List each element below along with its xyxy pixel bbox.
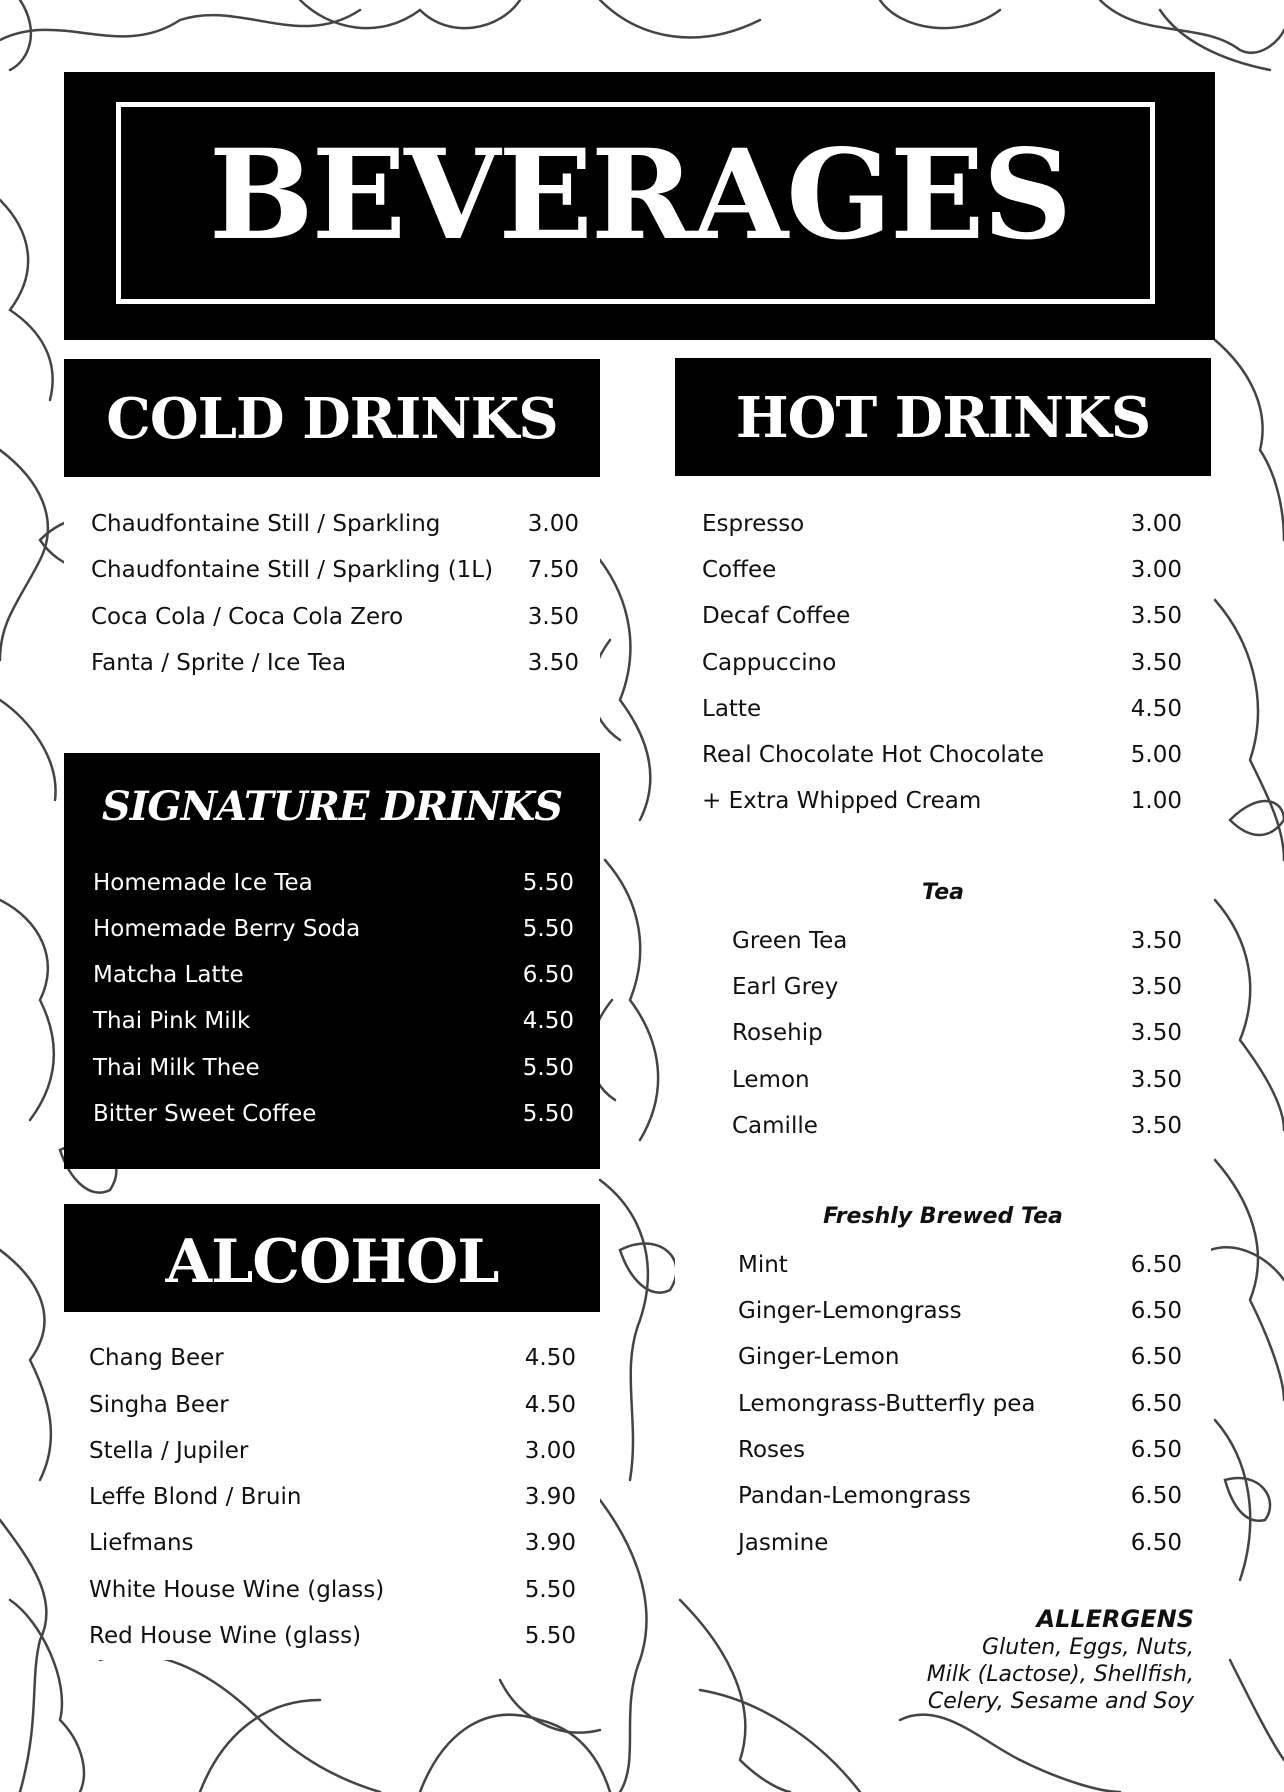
item-price: 3.90 xyxy=(524,1484,576,1510)
item-name: Chaudfontaine Still / Sparkling (1L) xyxy=(91,557,494,583)
item-name: Red House Wine (glass) xyxy=(89,1623,362,1649)
item-name: Roses xyxy=(738,1437,806,1463)
menu-item xyxy=(702,601,1182,631)
alcohol-title: ALCOHOL xyxy=(165,1227,499,1297)
menu-item xyxy=(91,648,579,678)
item-price: 7.50 xyxy=(527,557,579,583)
item-name: Ginger-Lemongrass xyxy=(738,1298,962,1324)
item-price: 3.50 xyxy=(1130,650,1182,676)
item-price: 4.50 xyxy=(524,1392,576,1418)
item-price: 3.00 xyxy=(527,511,579,537)
item-price: 5.50 xyxy=(522,1101,574,1127)
item-name: Coffee xyxy=(702,557,777,583)
item-price: 3.50 xyxy=(1130,928,1182,954)
item-name: Leffe Blond / Bruin xyxy=(89,1484,302,1510)
item-price: 3.00 xyxy=(1130,557,1182,583)
brewed-tea-subheading: Freshly Brewed Tea xyxy=(823,1204,1063,1229)
menu-item xyxy=(89,1436,576,1466)
item-price: 3.50 xyxy=(1130,1067,1182,1093)
item-price: 5.00 xyxy=(1130,742,1182,768)
item-price: 6.50 xyxy=(1130,1437,1182,1463)
menu-item xyxy=(93,1099,574,1129)
item-name: Jasmine xyxy=(738,1530,829,1556)
item-price: 6.50 xyxy=(1130,1530,1182,1556)
menu-item xyxy=(702,740,1182,770)
item-name: Rosehip xyxy=(732,1020,823,1046)
item-name: Latte xyxy=(702,696,762,722)
item-price: 6.50 xyxy=(1130,1483,1182,1509)
item-name: Pandan-Lemongrass xyxy=(738,1483,971,1509)
menu-item xyxy=(91,509,579,539)
title-banner xyxy=(64,72,1215,340)
menu-item xyxy=(89,1528,576,1558)
item-name: Decaf Coffee xyxy=(702,603,851,629)
item-name: Espresso xyxy=(702,511,805,537)
cold-drinks-title: COLD DRINKS xyxy=(106,386,558,452)
item-price: 5.50 xyxy=(522,916,574,942)
menu-item xyxy=(91,602,579,632)
menu-item xyxy=(738,1296,1182,1326)
item-name: Singha Beer xyxy=(89,1392,229,1418)
menu-item xyxy=(738,1435,1182,1465)
item-price: 6.50 xyxy=(522,962,574,988)
allergens-line: Milk (Lactose), Shellfish, xyxy=(926,1662,1194,1687)
menu-item xyxy=(738,1389,1182,1419)
item-price: 6.50 xyxy=(1130,1252,1182,1278)
menu-item xyxy=(738,1342,1182,1372)
cold-drinks-header xyxy=(64,359,600,477)
item-name: Lemon xyxy=(732,1067,810,1093)
item-name: Chang Beer xyxy=(89,1345,224,1371)
item-name: White House Wine (glass) xyxy=(89,1577,385,1603)
item-price: 5.50 xyxy=(524,1623,576,1649)
item-price: 3.50 xyxy=(1130,1020,1182,1046)
item-price: 3.90 xyxy=(524,1530,576,1556)
item-name: Mint xyxy=(738,1252,788,1278)
item-name: Green Tea xyxy=(732,928,848,954)
item-price: 4.50 xyxy=(522,1008,574,1034)
item-price: 3.00 xyxy=(1130,511,1182,537)
menu-item xyxy=(738,1250,1182,1280)
menu-item xyxy=(702,509,1182,539)
item-name: Bitter Sweet Coffee xyxy=(93,1101,317,1127)
item-name: Camille xyxy=(732,1113,818,1139)
item-name: Earl Grey xyxy=(732,974,839,1000)
menu-item xyxy=(702,648,1182,678)
item-name: + Extra Whipped Cream xyxy=(702,788,982,814)
item-price: 1.00 xyxy=(1130,788,1182,814)
allergens-note xyxy=(880,1604,1194,1715)
menu-item xyxy=(89,1482,576,1512)
menu-item xyxy=(702,694,1182,724)
item-price: 3.00 xyxy=(524,1438,576,1464)
menu-item xyxy=(732,1065,1182,1095)
item-name: Homemade Ice Tea xyxy=(93,870,313,896)
allergens-line: Gluten, Eggs, Nuts, xyxy=(982,1635,1194,1660)
menu-item xyxy=(738,1481,1182,1511)
item-price: 6.50 xyxy=(1130,1298,1182,1324)
item-price: 3.50 xyxy=(1130,1113,1182,1139)
alcohol-header xyxy=(64,1204,600,1312)
item-price: 3.50 xyxy=(1130,603,1182,629)
item-name: Cappuccino xyxy=(702,650,837,676)
item-price: 4.50 xyxy=(524,1345,576,1371)
signature-drinks-title: SIGNATURE DRINKS xyxy=(101,783,563,830)
item-price: 6.50 xyxy=(1130,1344,1182,1370)
item-name: Lemongrass-Butterfly pea xyxy=(738,1391,1036,1417)
menu-item xyxy=(93,1053,574,1083)
item-price: 5.50 xyxy=(524,1577,576,1603)
menu-item xyxy=(91,555,579,585)
item-name: Stella / Jupiler xyxy=(89,1438,249,1464)
menu-item xyxy=(702,555,1182,585)
menu-item xyxy=(89,1390,576,1420)
menu-item xyxy=(732,1111,1182,1141)
menu-item xyxy=(93,960,574,990)
item-price: 5.50 xyxy=(522,870,574,896)
page-title: BEVERAGES xyxy=(208,123,1071,268)
menu-item xyxy=(93,868,574,898)
menu-item xyxy=(89,1343,576,1373)
menu-item xyxy=(702,786,1182,816)
menu-item xyxy=(738,1528,1182,1558)
menu-item xyxy=(89,1621,576,1651)
item-name: Coca Cola / Coca Cola Zero xyxy=(91,604,404,630)
menu-item xyxy=(89,1575,576,1605)
item-name: Thai Pink Milk xyxy=(93,1008,251,1034)
menu-item xyxy=(93,1006,574,1036)
item-price: 3.50 xyxy=(527,650,579,676)
item-name: Homemade Berry Soda xyxy=(93,916,361,942)
item-price: 3.50 xyxy=(1130,974,1182,1000)
menu-item xyxy=(732,1018,1182,1048)
tea-subheading: Tea xyxy=(922,880,964,905)
item-name: Fanta / Sprite / Ice Tea xyxy=(91,650,347,676)
hot-drinks-title: HOT DRINKS xyxy=(735,385,1151,451)
item-price: 5.50 xyxy=(522,1055,574,1081)
allergens-line: Celery, Sesame and Soy xyxy=(927,1689,1194,1714)
item-name: Ginger-Lemon xyxy=(738,1344,900,1370)
item-name: Real Chocolate Hot Chocolate xyxy=(702,742,1045,768)
menu-item xyxy=(732,926,1182,956)
item-price: 4.50 xyxy=(1130,696,1182,722)
item-name: Liefmans xyxy=(89,1530,194,1556)
item-name: Matcha Latte xyxy=(93,962,244,988)
item-price: 6.50 xyxy=(1130,1391,1182,1417)
item-name: Thai Milk Thee xyxy=(93,1055,260,1081)
allergens-title: ALLERGENS xyxy=(1036,1605,1194,1633)
menu-item xyxy=(732,972,1182,1002)
item-name: Chaudfontaine Still / Sparkling xyxy=(91,511,441,537)
menu-item xyxy=(93,914,574,944)
item-price: 3.50 xyxy=(527,604,579,630)
hot-drinks-header xyxy=(675,358,1211,476)
